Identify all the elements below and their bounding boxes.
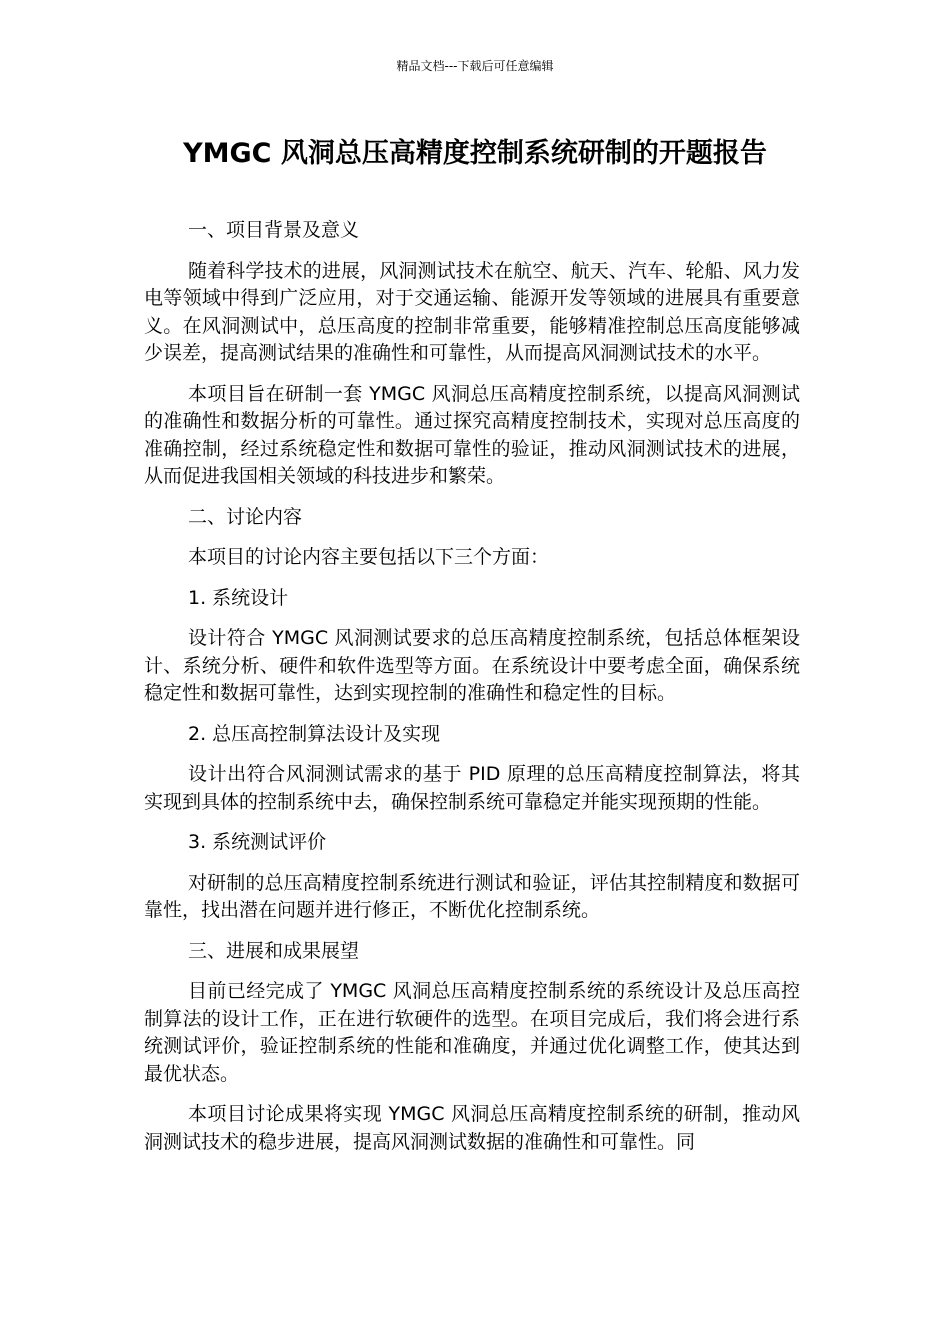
body-paragraph: 设计符合 YMGC 风洞测试要求的总压高精度控制系统，包括总体框架设计、系统分析、硬件和软件选型等方面。在系统设计中要考虑全面，确保系统稳定性和数据可靠性，达到实现控制的准确性和稳定性的目标。 [144,627,800,704]
body-paragraph: 本项目的讨论内容主要包括以下三个方面： [188,546,550,568]
section-heading: 二、讨论内容 [188,505,303,528]
body-paragraph: 本项目旨在研制一套 YMGC 风洞总压高精度控制系统，以提高风洞测试的准确性和数据分析的可靠性。通过探究高精度控制技术，实现对总压高度的准确控制，经过系统稳定性和数据可靠性的验证，推动风洞测试技术的进展，从而促进我国相关领域的科技进步和繁荣。 [144,382,800,487]
document-body [144,217,800,1169]
header-watermark: 精品文档---下载后可任意编辑 [396,59,554,73]
document-title: YMGC 风洞总压高精度控制系统研制的开题报告 [183,138,767,169]
body-paragraph: 随着科学技术的进展，风洞测试技术在航空、航天、汽车、轮船、风力发电等领域中得到广泛应用，对于交通运输、能源开发等领域的进展具有重要意义。在风洞测试中，总压高度的控制非常重要，能够精准控制总压高度能够减少误差，提高测试结果的准确性和可靠性，从而提高风洞测试技术的水平。 [144,259,800,364]
subsection-heading: 3. 系统测试评价 [188,831,327,853]
section-heading: 三、进展和成果展望 [188,939,360,962]
body-paragraph: 对研制的总压高精度控制系统进行测试和验证，评估其控制精度和数据可靠性，找出潜在问题并进行修正，不断优化控制系统。 [144,871,800,921]
section-heading: 一、项目背景及意义 [188,219,360,241]
body-paragraph: 本项目讨论成果将实现 YMGC 风洞总压高精度控制系统的研制，推动风洞测试技术的稳步进展，提高风洞测试数据的准确性和可靠性。同 [144,1103,800,1153]
subsection-heading: 2. 总压高控制算法设计及实现 [188,722,441,745]
subsection-heading: 1. 系统设计 [188,586,289,609]
body-paragraph: 目前已经完成了 YMGC 风洞总压高精度控制系统的系统设计及总压高控制算法的设计工作，正在进行软硬件的选型。在项目完成后，我们将会进行系统测试评价，验证控制系统的性能和准确度，并通过优化调整工作，使其达到最优状态。 [144,980,800,1085]
body-paragraph: 设计出符合风洞测试需求的基于 PID 原理的总压高精度控制算法，将其实现到具体的控制系统中去，确保控制系统可靠稳定并能实现预期的性能。 [144,763,800,813]
